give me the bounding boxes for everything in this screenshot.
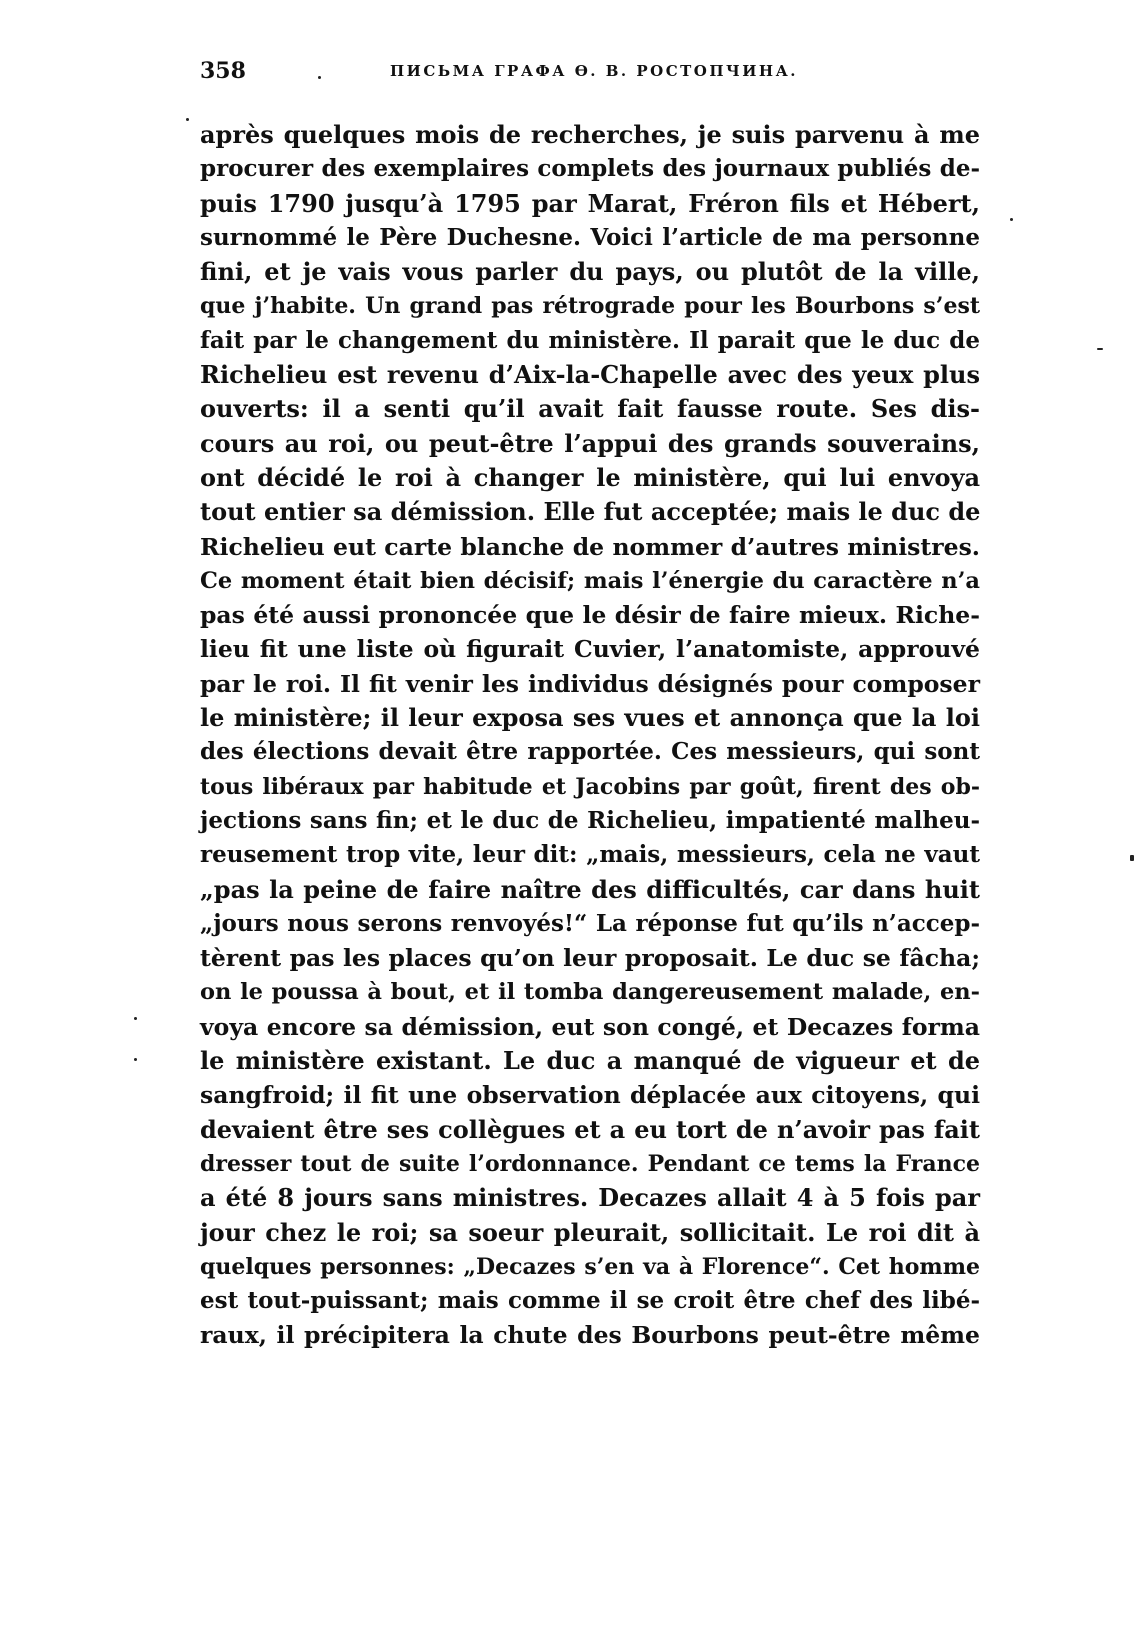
text-line: que j’habite. Un grand pas rétrograde pour les Bourbons s’est (200, 293, 980, 320)
text-line: procurer des exemplaires complets des journaux publiés de- (200, 155, 980, 183)
text-line: ont décidé le roi à changer le ministère, qui lui envoya (200, 462, 980, 492)
scan-speck (186, 118, 189, 121)
text-line: jections sans fin; et le duc de Richelieu, impatienté malheu- (200, 806, 980, 834)
text-line: tèrent pas les places qu’on leur proposait. Le duc se fâcha; (200, 944, 980, 973)
text-line: lieu fit une liste où figurait Cuvier, l’anatomiste, approuvé (200, 635, 980, 664)
text-line: reusement trop vite, leur dit: „mais, messieurs, cela ne vaut (200, 841, 980, 869)
text-line: fait par le changement du ministère. Il parait que le duc de (200, 326, 980, 354)
text-line: dresser tout de suite l’ordonnance. Pendant ce tems la France (200, 1150, 980, 1177)
scan-speck (1130, 855, 1134, 861)
text-line: raux, il précipitera la chute des Bourbons peut-être même (200, 1321, 980, 1350)
text-line: est tout-puissant; mais comme il se croit être chef des libé- (200, 1287, 980, 1315)
scan-speck (318, 76, 321, 79)
text-line: Ce moment était bien décisif; mais l’énergie du caractère n’a (200, 567, 980, 594)
scan-speck (134, 1017, 137, 1020)
text-line: on le poussa à bout, et il tomba dangereusement malade, en- (200, 979, 980, 1006)
page-number: 358 (200, 58, 246, 84)
text-line: puis 1790 jusqu’à 1795 par Marat, Fréron fils et Hébert, (200, 188, 980, 218)
body-text (200, 118, 980, 1353)
text-line: voya encore sa démission, eut son congé, et Decazes forma (200, 1012, 980, 1041)
scan-speck (134, 1058, 137, 1061)
text-line: après quelques mois de recherches, je suis parvenu à me (200, 120, 980, 149)
text-line: pas été aussi prononcée que le désir de faire mieux. Riche- (200, 601, 980, 630)
text-line: quelques personnes: „Decazes s’en va à Florence“. Cet homme (200, 1253, 980, 1280)
text-line: cours au roi, ou peut-être l’appui des grands souverains, (200, 428, 980, 458)
text-line: tout entier sa démission. Elle fut acceptée; mais le duc de (200, 497, 981, 527)
text-line: a été 8 jours sans ministres. Decazes allait 4 à 5 fois par (200, 1183, 980, 1213)
running-head (200, 58, 975, 94)
text-line: „pas la peine de faire naître des difficultés, car dans huit (200, 874, 980, 904)
text-line: Richelieu eut carte blanche de nommer d’autres ministres. (200, 532, 980, 561)
text-line: devaient être ses collègues et a eu tort de n’avoir pas fait (200, 1114, 980, 1144)
text-line: des élections devait être rapportée. Ces messieurs, qui sont (200, 738, 980, 766)
scan-speck (1010, 218, 1013, 221)
text-line: „jours nous serons renvoyés!“ La réponse fut qu’ils n’accep- (200, 909, 980, 937)
text-line: Richelieu est revenu d’Aix-la-Chapelle avec des yeux plus (200, 360, 980, 390)
text-line: tous libéraux par habitude et Jacobins par goût, firent des ob- (200, 773, 980, 800)
text-line: sangfroid; il fit une observation déplacée aux citoyens, qui (200, 1081, 980, 1110)
text-line: fini, et je vais vous parler du pays, ou plutôt de la ville, (200, 257, 980, 287)
text-line: ouverts: il a senti qu’il avait fait fausse route. Ses dis- (200, 394, 980, 424)
scan-speck (1097, 348, 1103, 350)
text-line: par le roi. Il fit venir les individus désignés pour composer (200, 669, 980, 698)
text-line: surnommé le Père Duchesne. Voici l’article de ma personne (200, 223, 980, 251)
running-title: ПИСЬМА ГРАФА Ө. В. РОСТОПЧИНА. (390, 62, 799, 80)
text-line: jour chez le roi; sa soeur pleurait, sollicitait. Le roi dit à (200, 1217, 980, 1247)
text-line: le ministère; il leur exposa ses vues et annonça que la loi (200, 703, 980, 733)
text-line: le ministère existant. Le duc a manqué de vigueur et de (200, 1046, 980, 1076)
